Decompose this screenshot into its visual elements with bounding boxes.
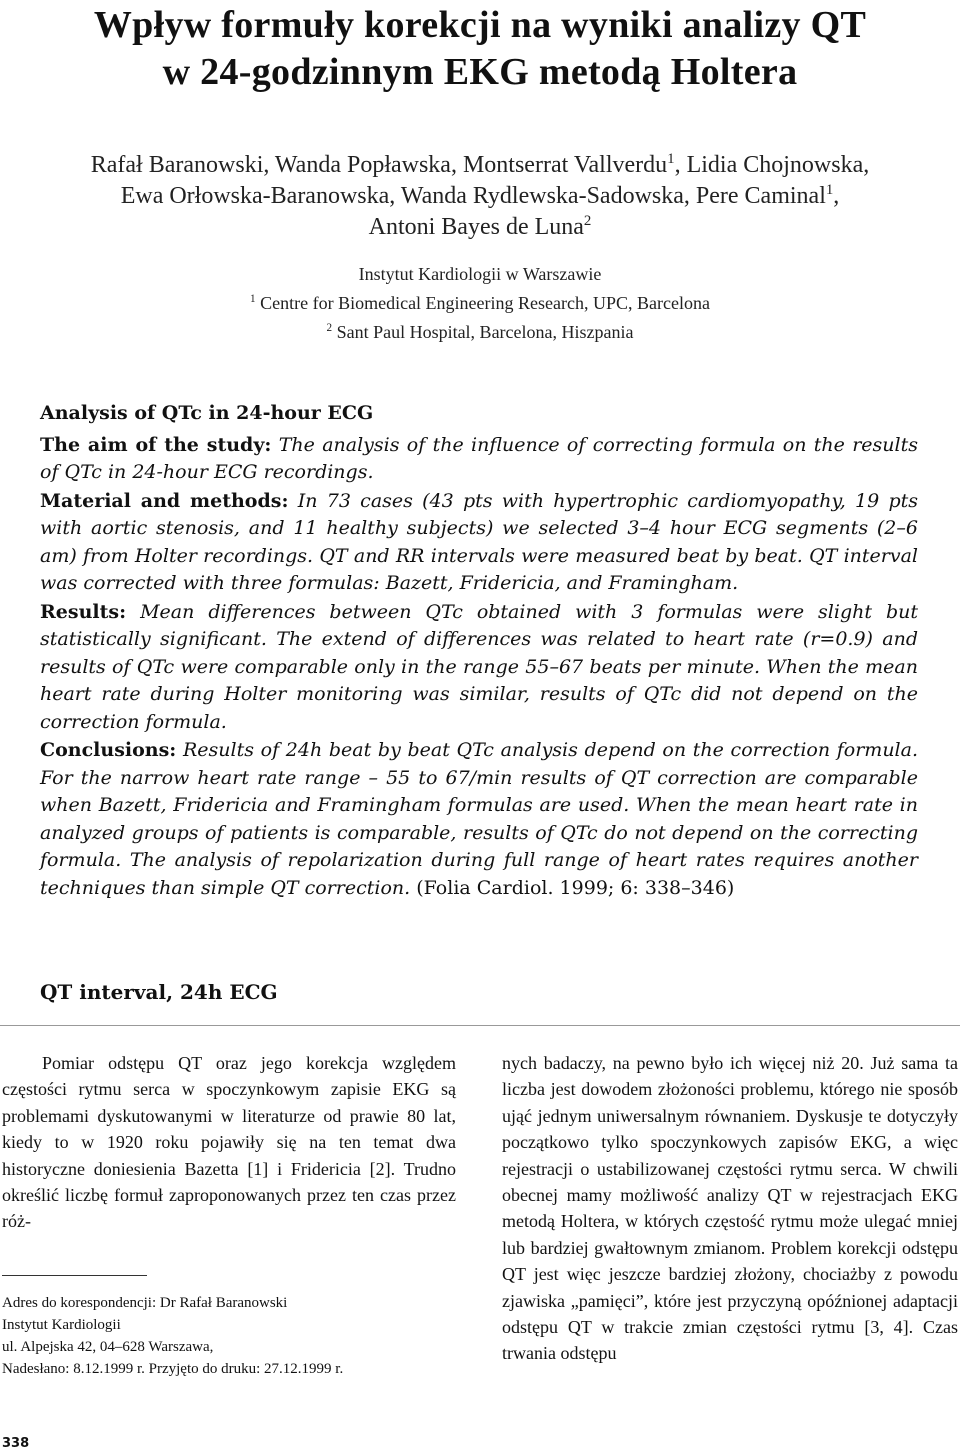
abstract-results	[40, 599, 918, 737]
affiliation-2	[0, 289, 960, 318]
author-line-1	[0, 150, 960, 181]
methods-label: Material and methods:	[40, 489, 289, 512]
article-title	[0, 2, 960, 96]
abstract-title: Analysis of QTc in 24-hour ECG	[40, 402, 374, 424]
author-line-3	[0, 212, 960, 243]
author-line-1-rest: , Lidia Chojnowska,	[674, 152, 870, 178]
affiliation-1: Instytut Kardiologii w Warszawie	[358, 264, 602, 284]
title-line-2: w 24-godzinnym EKG metodą Holtera	[162, 51, 798, 93]
footnote-line-1: Adres do korespondencji: Dr Rafał Baranowski	[2, 1295, 288, 1311]
body-column-right: nych badaczy, na pewno było ich więcej niż 20. Już sama ta liczba jest dowodem złożoności problemu, którego nie sposób ująć jednym uniwersalnym równaniem. Dyskusje te dotyczyły początkowo tylko spoczynkowych zapisów EKG, a więc rejestracji o ustabilizowanej częstości rytmu serca. W chwili obecnej mamy możliwość analizy QT w rejestracjach EKG metodą Holtera, w których częstość rytmu może ulegać mniej lub bardziej gwałtownym zmianom. Problem korekcji odstępu QT jest więc jeszcze bardziej złożony, chociażby z powodu zjawiska „pamięci”, które jest przyczyną opóźnionej adaptacji odstępu QT w trakcie zmian częstości rytmu [3, 4]. Czas trwania odstępu	[502, 1053, 958, 1364]
abstract-conclusions	[40, 737, 918, 902]
abstract	[40, 400, 918, 903]
affiliation-3-sup: 2	[326, 322, 333, 334]
title-line-1: Wpływ formuły korekcji na wyniki analizy QT	[93, 4, 867, 46]
affiliation-2-text: Centre for Biomedical Engineering Research, UPC, Barcelona	[255, 293, 710, 313]
correspondence-footnote	[2, 1292, 472, 1380]
citation: (Folia Cardiol. 1999; 6: 338–346)	[416, 876, 735, 899]
conclusions-text: Results of 24h beat by beat QTc analysis depend on the correction formula. For the narrow heart rate range – 55 to 67/min results of QT correction are comparable when Bazett, Fridericia and Framingham formulas are used. When the mean heart rate in analyzed groups of patients is comparable, results of QTc do not depend on the correcting formula. The analysis of repolarization during full range of heart rates requires another techniques than simple QT correction.	[40, 739, 918, 899]
aim-text: The analysis of the influence of correcting formula on the results of QTc in 24-hour ECG recordings.	[40, 433, 919, 483]
conclusions-label: Conclusions:	[40, 739, 177, 761]
author-line-1-text: Rafał Baranowski, Wanda Popławska, Montserrat Vallverdu	[90, 152, 668, 178]
author-list	[0, 150, 960, 243]
keywords: QT interval, 24h ECG	[40, 980, 278, 1004]
author-line-2-rest: ,	[833, 183, 840, 209]
aim-label: The aim of the study:	[40, 433, 272, 456]
affiliation-2-sup: 1	[250, 293, 256, 305]
body-column-left: Pomiar odstępu QT oraz jego korekcja względem częstości rytmu serca w spoczynkowym zapisie EKG są problemami dyskutowanymi w literaturze od prawie 80 lat, kiedy to w 1920 roku pojawiły się na ten temat dwa historyczne doniesienia Bazetta [1] i Fridericia [2]. Trudno określić liczbę formuł zaproponowanych przez ten czas przez róż-	[2, 1053, 456, 1232]
affiliation-3-text: Sant Paul Hospital, Barcelona, Hiszpania	[332, 322, 634, 342]
author-line-2-text: Ewa Orłowska-Baranowska, Wanda Rydlewska-Sadowska, Pere Caminal	[120, 183, 826, 209]
abstract-methods	[40, 488, 918, 598]
author-line-3-text: Antoni Bayes de Luna	[368, 214, 584, 240]
results-label: Results:	[40, 600, 127, 623]
footnote-divider	[2, 1275, 147, 1276]
footnote-line-2: Instytut Kardiologii	[2, 1317, 121, 1333]
methods-text: In 73 cases (43 pts with hypertrophic cardiomyopathy, 19 pts with aortic stenosis, and 11 healthy subjects) we selected 3–4 hour ECG segments (2–6 am) from Holter recordings. QT and RR intervals were measured beat by beat. QT interval was corrected with three formulas: Bazett, Fridericia, and Framingham.	[40, 489, 918, 594]
section-divider	[0, 1025, 960, 1026]
affiliation-3	[0, 318, 960, 347]
author-line-2	[0, 181, 960, 212]
author-line-3-sup: 2	[583, 213, 592, 229]
footnote-line-3: ul. Alpejska 42, 04–628 Warszawa,	[2, 1339, 214, 1355]
author-line-2-sup: 1	[825, 182, 834, 198]
affiliations	[0, 260, 960, 347]
page-number: 338	[2, 1436, 30, 1451]
results-text: Mean differences between QTc obtained with 3 formulas were slight but statistically significant. The extend of differences was related to heart rate (r=0.9) and results of QTc were comparable only in the range 55–67 beats per minute. When the mean heart rate during Holter monitoring was similar, results of QTc did not depend on the correction formula.	[40, 600, 918, 733]
author-line-1-sup: 1	[667, 151, 675, 167]
abstract-aim	[40, 432, 918, 487]
footnote-line-4: Nadesłano: 8.12.1999 r. Przyjęto do druku: 27.12.1999 r.	[2, 1361, 344, 1377]
